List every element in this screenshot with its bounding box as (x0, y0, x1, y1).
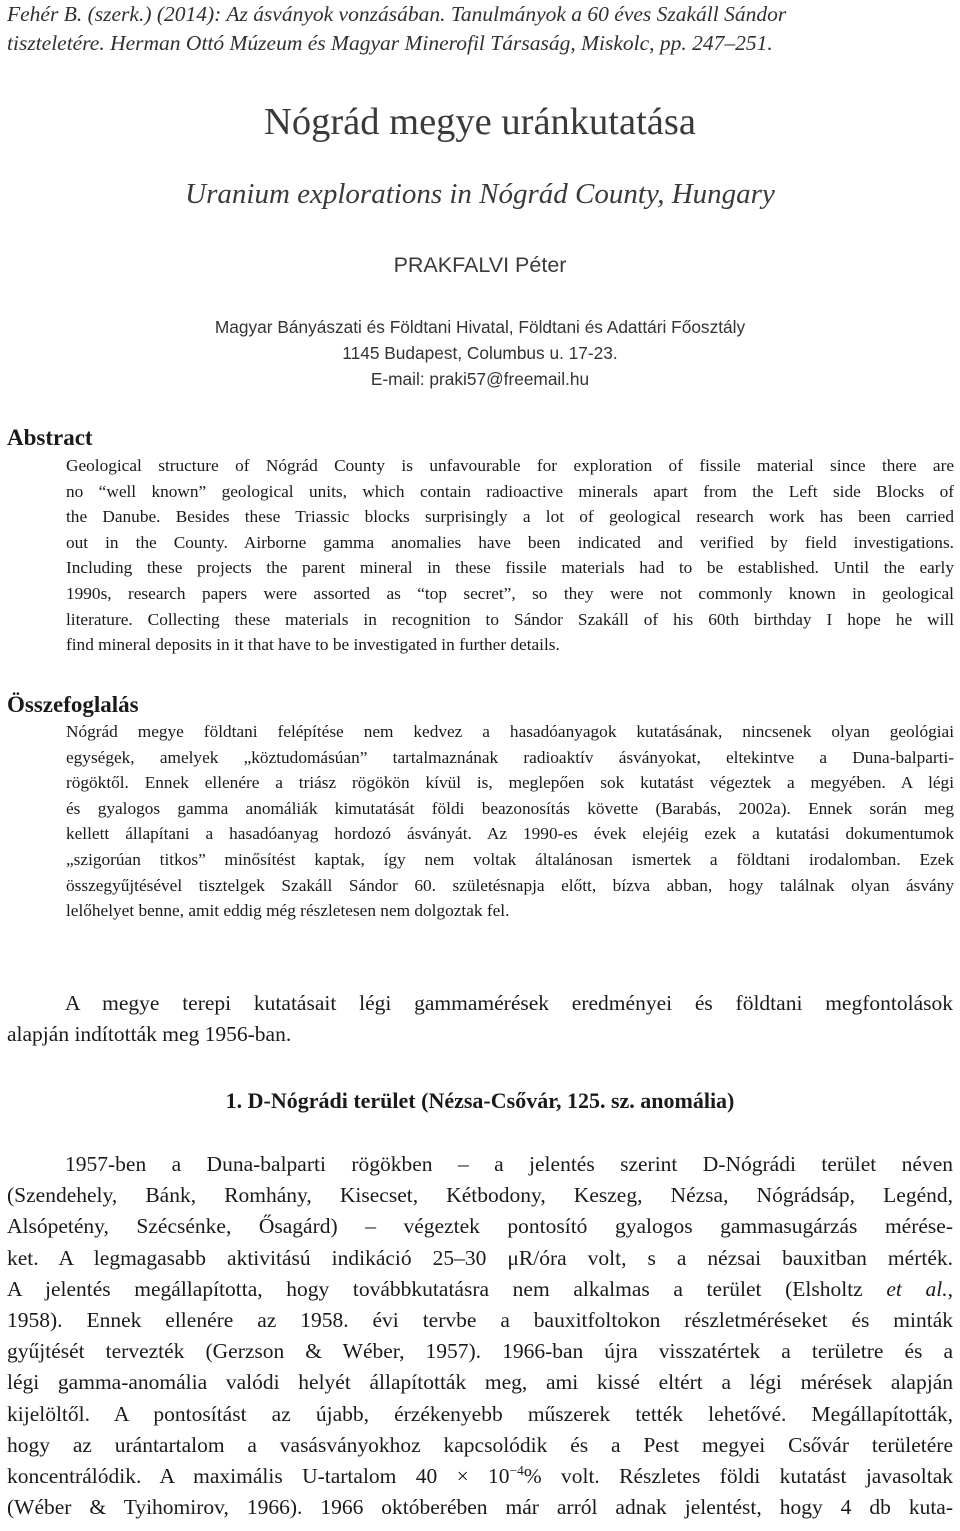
paper-subtitle: Uranium explorations in Nógrád County, Hungary (185, 178, 775, 210)
summary-line: „szigorúan titkos” minősítést kaptak, így nem voltak általánosan ismertek a földtani irodalomban. Ezek (66, 849, 954, 869)
summary-line: rögöktől. Ennek ellenére a triász rögökön kívül is, meglepően sok kutatást végeztek a megyében. A légi (66, 773, 954, 793)
abstract-line: find mineral deposits in it that have to be investigated in further details. (66, 635, 560, 655)
body-line: hogy az urántartalom a vasásványokhoz kapcsolódik és a Pest megyei Csővár területére (7, 1432, 953, 1457)
citation-header (7, 0, 947, 58)
summary-line: kellett állapítani a hasadóanyag hordozó ásványát. Az 1990-es évek elejéig ezek a kutatási dokumentumok (66, 824, 954, 844)
body-line: kijelöltől. A pontosítást az újabb, érzékenyebb műszerek tették lehetővé. Megállapították, (7, 1401, 953, 1426)
affiliation-address: 1145 Budapest, Columbus u. 17-23. (342, 343, 618, 363)
summary-text (66, 719, 954, 924)
body-text: koncentrálódik. A maximális U-tartalom 40 × 10 (7, 1463, 510, 1488)
citation-line: tiszteletére. Herman Ottó Múzeum és Magyar Minerofil Társaság, Miskolc, pp. 247–251. (7, 31, 773, 55)
paper-title: Nógrád megye uránkutatása (264, 101, 696, 143)
body-line (7, 1274, 953, 1305)
abstract-line: Geological structure of Nógrád County is unfavourable for exploration of fissile material since there are (66, 456, 954, 475)
body-line: 1958). Ennek ellenére az 1958. évi tervbe a bauxitfoltokon részletméréseket és minták (7, 1307, 953, 1332)
section-1-title: 1. D-Nógrádi terület (Nézsa-Csővár, 125. sz. anomália) (225, 1088, 735, 1113)
intro-paragraph (7, 988, 953, 1050)
body-line: gyűjtését tervezték (Gerzson & Wéber, 1957). 1966-ban újra visszatértek a területre és a (7, 1339, 953, 1364)
abstract-line: no “well known” geological units, which contain radioactive minerals apart from the Left side Blocks of (66, 481, 954, 501)
body-line: Alsópetény, Szécsénke, Ősagárd) – végeztek pontosító gyalogos gammasugárzás mérése- (7, 1214, 953, 1239)
affiliation-email: E-mail: praki57@freemail.hu (370, 369, 590, 389)
abstract-line: Including these projects the parent mineral in these fissile materials had to be established. Until the early (66, 558, 954, 578)
body-text: A jelentés megállapította, hogy továbbkutatásra nem alkalmas a terület (Elsholtz (7, 1276, 887, 1301)
et-al: et al. (886, 1276, 948, 1301)
summary-line: és gyalogos gamma anomáliák kimutatását földi beazonosítás követte (Barabás, 2002a). Ennek során meg (66, 798, 954, 818)
exponent: −4 (509, 1462, 524, 1478)
section-1-body (7, 1149, 953, 1523)
summary-line: lelőhelyet benne, amit eddig még részletesen nem dolgoztak fel. (66, 901, 510, 921)
intro-line: A megye terepi kutatásait légi gammamérések eredményei és földtani megfontolások (65, 991, 953, 1015)
summary-line: egységek, amelyek „köztudomásúan” tartalmaznának radioaktív ásványokat, eltekintve a Duna-balparti- (66, 747, 954, 767)
body-line: ket. A legmagasabb aktivitású indikáció 25–30 μR/óra volt, s a nézsai bauxitban mérték. (7, 1245, 953, 1270)
abstract-line: 1990s, research papers were assorted as “top secret”, so they were not commonly known in geological (66, 583, 954, 603)
body-text: % volt. Részletes földi kutatást javasoltak (523, 1463, 953, 1488)
affiliation-line: Magyar Bányászati és Földtani Hivatal, Földtani és Adattári Főosztály (214, 317, 746, 337)
abstract-heading: Abstract (7, 425, 93, 450)
author-name: PRAKFALVI Péter (393, 253, 567, 277)
body-line: 1957-ben a Duna-balparti rögökben – a jelentés szerint D-Nógrádi terület néven (65, 1152, 953, 1176)
abstract-line: the Danube. Besides these Triassic blocks surprisingly a lot of geological research work has been carried (66, 507, 954, 527)
intro-line: alapján indították meg 1956-ban. (7, 1022, 292, 1047)
summary-heading: Összefoglalás (7, 692, 139, 717)
body-text: , (947, 1276, 953, 1301)
body-line (7, 1461, 953, 1492)
summary-line: Nógrád megye földtani felépítése nem kedvez a hasadóanyagok kutatásának, nincsenek olyan geológiai (66, 722, 954, 741)
citation-line: Fehér B. (szerk.) (2014): Az ásványok vonzásában. Tanulmányok a 60 éves Szakáll Sándor (7, 2, 787, 26)
body-line: légi gamma-anomália valódi helyét állapították meg, ami kissé eltért a légi mérések alapján (7, 1370, 953, 1395)
body-line: (Wéber & Tyihomirov, 1966). 1966 októberében már arról adnak jelentést, hogy 4 db kuta- (7, 1495, 953, 1520)
abstract-text (66, 453, 954, 658)
abstract-line: out in the County. Airborne gamma anomalies have been indicated and verified by field investigations. (66, 532, 954, 552)
body-line: (Szendehely, Bánk, Romhány, Kisecset, Kétbodony, Keszeg, Nézsa, Nógrádsáp, Legénd, (7, 1183, 953, 1208)
summary-line: összegyűjtésével tisztelgek Szakáll Sándor 60. születésnapja előtt, bízva abban, hogy találnak olyan ásvány (66, 875, 954, 895)
abstract-line: literature. Collecting these materials in recognition to Sándor Szakáll of his 60th birthday I hope he will (66, 609, 954, 629)
affiliation (0, 314, 960, 392)
